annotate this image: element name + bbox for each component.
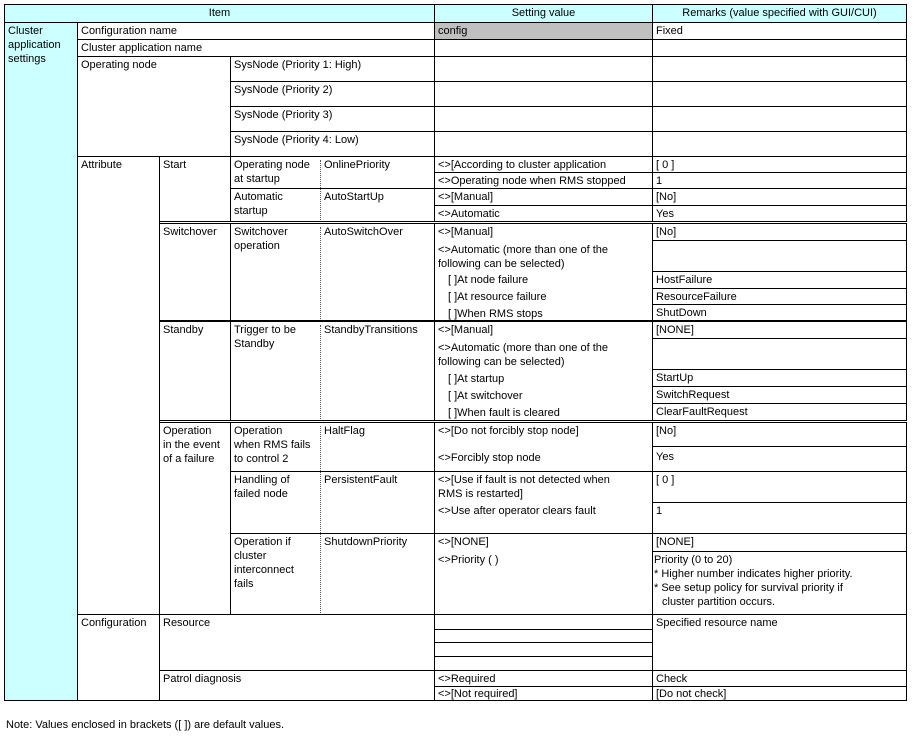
switchover-value-node-failure: [ ]At node failure [448, 274, 529, 286]
switchover-remark-3: HostFailure [652, 271, 907, 289]
standby-remark-5: ClearFaultRequest [652, 403, 907, 421]
halt-flag-value-2: <>Forcibly stop node [438, 452, 541, 464]
shutdown-priority-remark-1: [NONE] [652, 533, 907, 552]
resource-values [434, 614, 653, 671]
online-priority-value-1: <>[According to cluster application [434, 156, 653, 173]
patrol-remark-1: Check [652, 670, 907, 687]
shutdown-priority-label: fails [234, 578, 254, 590]
opnode-remark-2 [652, 81, 907, 107]
switchover-label: Switchover [159, 223, 231, 321]
persistent-fault-value-1: <>[Use if fault is not detected when [438, 474, 610, 486]
persistent-fault-cell [230, 471, 435, 534]
standby-remark-4: SwitchRequest [652, 386, 907, 404]
shutdown-priority-remark-line: * See setup policy for survival priority if [654, 582, 843, 594]
switchover-value-automatic: following can be selected) [438, 258, 565, 270]
halt-flag-label: Operation [234, 425, 283, 437]
halt-flag-label: to control 2 [234, 453, 289, 465]
persistent-fault-key: PersistentFault [324, 474, 398, 486]
standby-remark-1: [NONE] [652, 321, 907, 339]
halt-flag-remark-2-text: Yes [656, 451, 674, 463]
online-priority-key: OnlinePriority [324, 159, 391, 171]
switchover-remark-2 [652, 240, 907, 272]
switchover-values [434, 223, 653, 321]
patrol-diagnosis-label: Patrol diagnosis [159, 670, 435, 701]
header-item: Item [4, 4, 435, 23]
online-priority-remark-1: [ 0 ] [652, 156, 907, 173]
standby-transitions-label: Standby [234, 338, 275, 350]
opnode-value-1 [434, 56, 653, 82]
header-setting-value: Setting value [434, 4, 653, 23]
standby-value-automatic: <>Automatic (more than one of the [438, 342, 608, 354]
dotted-separator [320, 426, 321, 613]
opnode-remark-4 [652, 131, 907, 157]
opnode-value-3 [434, 106, 653, 132]
persistent-fault-remark-1: [ 0 ] [652, 471, 907, 503]
switchover-remark-4: ResourceFailure [652, 288, 907, 305]
online-priority-value-2: <>Operating node when RMS stopped [434, 172, 653, 189]
auto-switchover-cell [230, 223, 435, 321]
failure-operation-label [159, 422, 231, 615]
auto-startup-key: AutoStartUp [324, 191, 384, 203]
side-label-line: Cluster [8, 25, 43, 37]
auto-switchover-label: operation [234, 240, 280, 252]
shutdown-priority-value-2: <>Priority ( ) [438, 554, 499, 566]
standby-remark-2 [652, 338, 907, 370]
shutdown-priority-value-1: <>[NONE] [438, 536, 489, 548]
config-name-remark: Fixed [652, 22, 907, 40]
standby-remark-3: StartUp [652, 369, 907, 387]
switchover-value-resource-failure: [ ]At resource failure [448, 291, 547, 303]
auto-startup-cell [230, 188, 435, 222]
halt-flag-remark-2 [652, 446, 907, 472]
standby-value-at-switchover: [ ]At switchover [448, 390, 523, 402]
resource-line [435, 642, 652, 643]
persistent-fault-values [434, 471, 653, 534]
auto-switchover-key: AutoSwitchOver [324, 226, 403, 238]
standby-transitions-cell [230, 321, 435, 421]
auto-startup-remark-2: Yes [652, 205, 907, 222]
patrol-remark-2: [Do not check] [652, 686, 907, 701]
resource-remark: Specified resource name [652, 614, 907, 671]
resource-line [435, 629, 652, 630]
auto-startup-value-1: <>[Manual] [434, 188, 653, 206]
opnode-value-2 [434, 81, 653, 107]
shutdown-priority-remark-line: Priority (0 to 20) [654, 554, 733, 566]
sysnode-priority-1: SysNode (Priority 1: High) [230, 56, 435, 82]
side-label-line: settings [8, 53, 46, 65]
halt-flag-cell [230, 422, 435, 472]
switchover-remark-5: ShutDown [652, 304, 907, 321]
persistent-fault-label: Handling of [234, 474, 290, 486]
standby-label: Standby [159, 321, 231, 421]
cluster-application-settings-label [4, 22, 78, 701]
auto-switchover-label: Switchover [234, 226, 288, 238]
switchover-value-automatic: <>Automatic (more than one of the [438, 244, 608, 256]
dotted-separator [320, 160, 321, 220]
switchover-value-rms-stops: [ ]When RMS stops [448, 308, 543, 320]
halt-flag-remark-1: [No] [652, 422, 907, 447]
sysnode-priority-2: SysNode (Priority 2) [230, 81, 435, 107]
shutdown-priority-values [434, 533, 653, 615]
halt-flag-values [434, 422, 653, 472]
side-label-line: application [8, 39, 61, 51]
failure-operation-label-line: of a failure [163, 453, 215, 465]
online-priority-label: at startup [234, 173, 280, 185]
failure-operation-label-line: in the event [163, 439, 220, 451]
halt-flag-label: when RMS fails [234, 439, 311, 451]
sysnode-priority-4: SysNode (Priority 4: Low) [230, 131, 435, 157]
switchover-value-manual: <>[Manual] [438, 226, 494, 238]
persistent-fault-remark-2: 1 [652, 502, 907, 534]
sysnode-priority-3: SysNode (Priority 3) [230, 106, 435, 132]
shutdown-priority-label: cluster [234, 550, 267, 562]
halt-flag-value-1: <>[Do not forcibly stop node] [438, 425, 579, 437]
auto-startup-label: startup [234, 205, 268, 217]
patrol-value-2: <>[Not required] [434, 686, 653, 701]
shutdown-priority-label: Operation if [234, 536, 291, 548]
auto-startup-label: Automatic [234, 191, 283, 203]
shutdown-priority-remark-2 [652, 551, 907, 615]
online-priority-cell [230, 156, 435, 189]
start-label: Start [159, 156, 231, 222]
standby-transitions-key: StandbyTransitions [324, 324, 418, 336]
persistent-fault-value-1: RMS is restarted] [438, 488, 523, 500]
opnode-remark-1 [652, 56, 907, 82]
auto-startup-value-2: <>Automatic [434, 205, 653, 222]
standby-value-at-startup: [ ]At startup [448, 373, 505, 385]
app-name-label: Cluster application name [77, 39, 435, 57]
standby-value-fault-cleared: [ ]When fault is cleared [448, 407, 560, 419]
shutdown-priority-remark-line: * Higher number indicates higher priority. [654, 568, 853, 580]
attribute-label: Attribute [77, 156, 160, 615]
standby-values [434, 321, 653, 421]
dotted-separator [320, 325, 321, 419]
operating-node-label: Operating node [77, 56, 231, 157]
dotted-separator [320, 227, 321, 319]
footnote: Note: Values enclosed in brackets ([ ]) are default values. [6, 719, 284, 731]
shutdown-priority-cell [230, 533, 435, 615]
shutdown-priority-key: ShutdownPriority [324, 536, 408, 548]
persistent-fault-value-2: <>Use after operator clears fault [438, 505, 596, 517]
patrol-value-1: <>Required [434, 670, 653, 687]
online-priority-label: Operating node [234, 159, 310, 171]
standby-value-manual: <>[Manual] [438, 324, 494, 336]
persistent-fault-label: failed node [234, 488, 288, 500]
standby-value-automatic: following can be selected) [438, 356, 565, 368]
online-priority-remark-2: 1 [652, 172, 907, 189]
app-name-value [434, 39, 653, 57]
config-name-label: Configuration name [77, 22, 435, 40]
standby-transitions-label: Trigger to be [234, 324, 296, 336]
app-name-remark [652, 39, 907, 57]
opnode-remark-3 [652, 106, 907, 132]
shutdown-priority-label: interconnect [234, 564, 294, 576]
shutdown-priority-remark-line: cluster partition occurs. [662, 596, 776, 608]
header-remarks: Remarks (value specified with GUI/CUI) [652, 4, 907, 23]
resource-label: Resource [159, 614, 435, 671]
failure-operation-label-line: Operation [163, 425, 212, 437]
config-name-value: config [434, 22, 653, 40]
resource-line [435, 656, 652, 657]
switchover-remark-1: [No] [652, 223, 907, 241]
opnode-value-4 [434, 131, 653, 157]
auto-startup-remark-1: [No] [652, 188, 907, 206]
halt-flag-key: HaltFlag [324, 425, 365, 437]
configuration-label: Configuration [77, 614, 160, 701]
